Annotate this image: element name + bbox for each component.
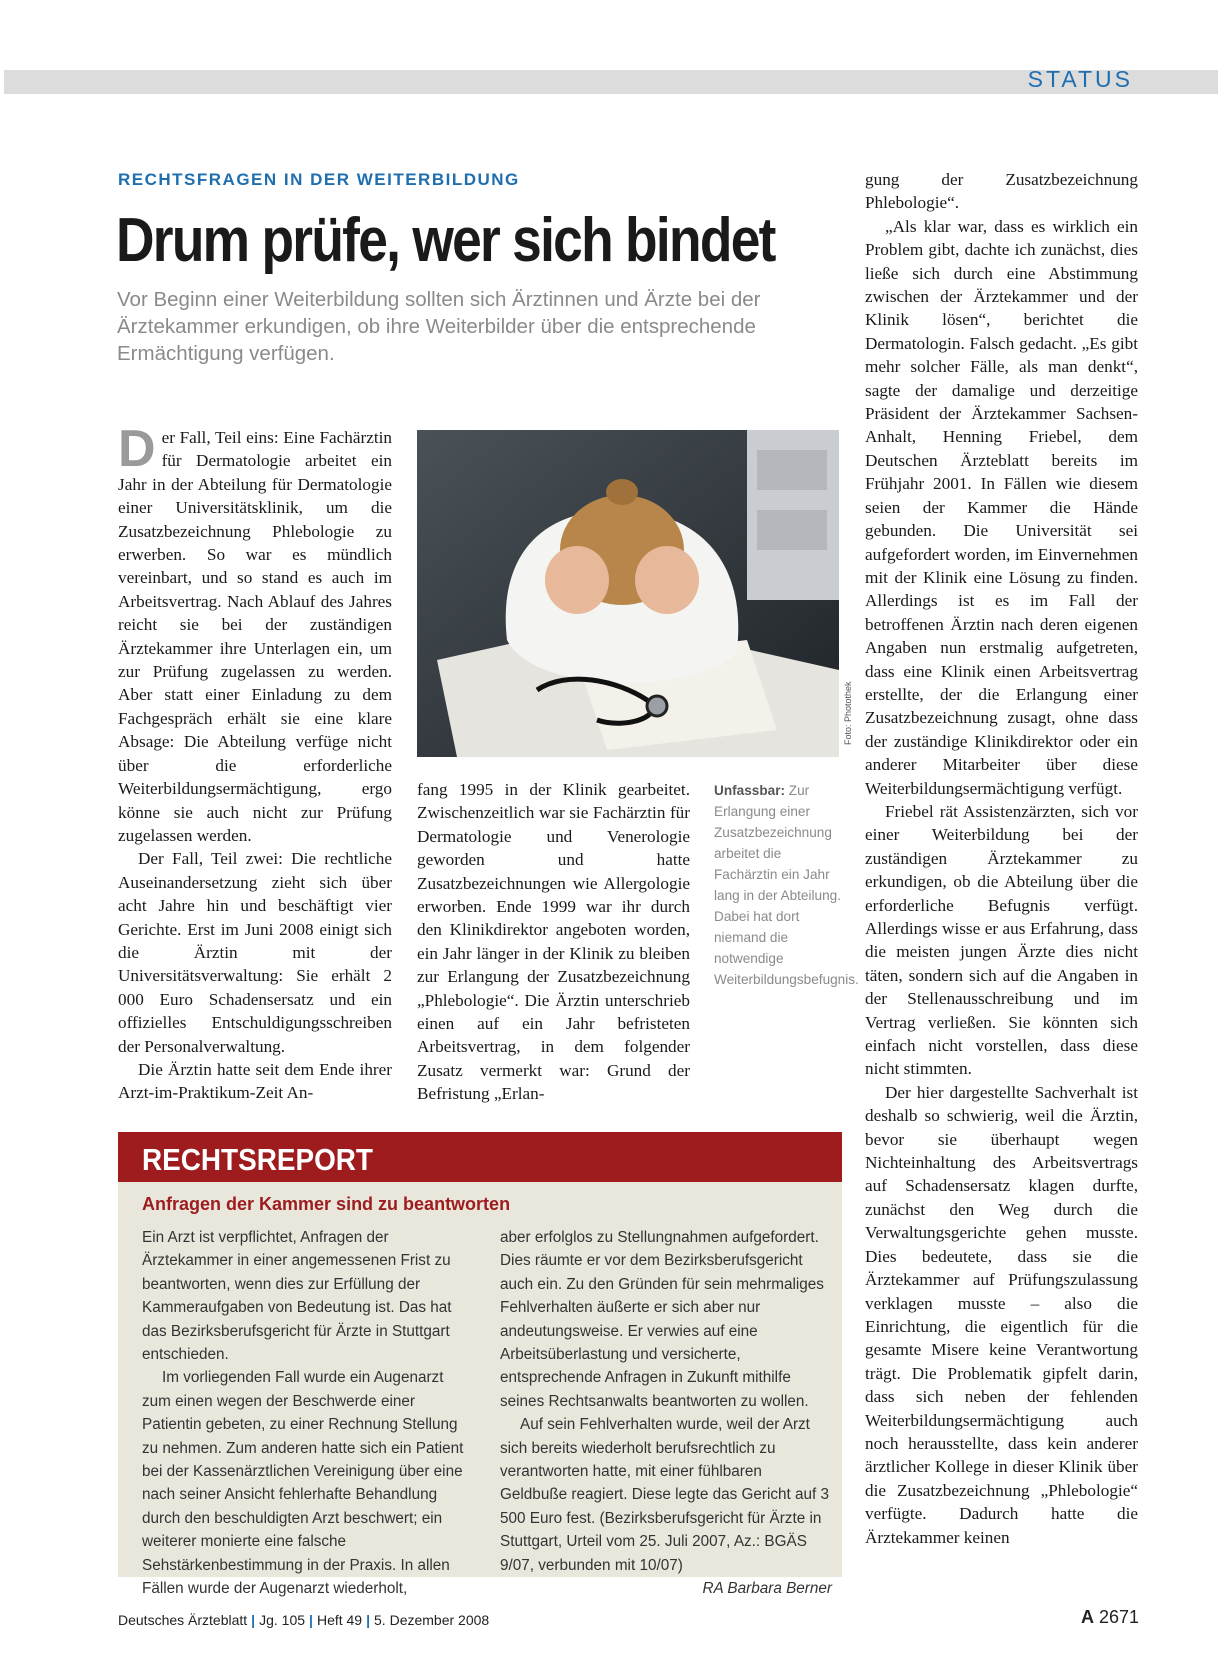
caption-text: Zur Erlangung einer Zusatzbezeichnung arbeitet die Fachärztin ein Jahr lang in der Abteilung. Dabei hat dort niemand die notwendige Weiterbildungsbefugnis. <box>714 783 859 987</box>
report-paragraph: Im vorliegenden Fall wurde ein Augenarzt zum einen wegen der Beschwerde einer Patientin gebeten, zu einer Rechnung Stellung zu nehmen. Zum anderen hatte sich ein Patient bei der Kassenärztlichen Vereinigung über eine nach seiner Ansicht fehlerhafte Behandlung durch den beschuldigten Arzt beschwert; ein weiterer monierte eine falsche Sehstärkenbestimmung in der Praxis. In allen Fällen wurde der Augenarzt wiederholt, <box>142 1369 464 1598</box>
rechtsreport-box <box>118 1132 842 1598</box>
article-kicker: RECHTSFRAGEN IN DER WEITERBILDUNG <box>118 170 520 189</box>
report-paragraph: Ein Arzt ist verpflichtet, Anfragen der Ärztekammer in einer angemessenen Frist zu beantworten, wenn dies zur Erfüllung der Kammeraufgaben von Bedeutung ist. Das hat das Bezirksberufsgericht für Ärzte in Stuttgart entschieden. <box>142 1229 452 1364</box>
rechtsreport-column-1 <box>142 1226 474 1601</box>
section-label: STATUS <box>1027 66 1133 92</box>
caption-lead: Unfassbar: <box>714 783 786 798</box>
rechtsreport-column-2 <box>500 1226 832 1601</box>
article-lead: Vor Beginn einer Weiterbildung sollten sich Ärztinnen und Ärzte bei der Ärztekammer erkundigen, ob ihre Weiterbilder über die entsprechende Ermächtigung verfügen. <box>117 288 761 365</box>
drop-cap: D <box>118 420 156 478</box>
article-paragraph: „Als klar war, dass es wirklich ein Problem gibt, dachte ich zunächst, dies ließe sich durch eine Abstimmung zwischen der Ärztekammer und der Klinik lösen“, berichtet die Dermatologin. Falsch gedacht. „Es gibt mehr solcher Fälle, als man denkt“, sagte der damalige und derzeitige Präsident der Ärztekammer Sachsen-Anhalt, Henning Friebel, dem Deutschen Ärzteblatt bereits im Frühjahr 2001. In Fällen wie diesem seien der Kammer die Hände gebunden. Die Universität sei aufgefordert worden, im Einvernehmen mit der Klinik eine Lösung zu finden. Allerdings ist es im Fall der betroffenen Ärztin nach deren eigenen Angaben nun erstmalig aufgetreten, dass eine Klinik einen Arbeitsvertrag erstellte, der die Erlangung einer Zusatzbezeichnung zusagt, ohne dass der zuständige Klinikdirektor oder ein anderer Mitarbeiter über diese Weiterbildungsermächtigung verfügt. <box>865 216 1138 798</box>
issue-date: 5. Dezember 2008 <box>374 1612 490 1628</box>
article-paragraph: Die Ärztin hatte seit dem Ende ihrer Arzt-im-Praktikum-Zeit An- <box>118 1059 392 1103</box>
doctor-photo-illustration <box>417 430 839 757</box>
rechtsreport-title: RECHTSREPORT <box>142 1142 373 1177</box>
photo-caption <box>714 780 859 990</box>
article-headline: Drum prüfe, wer sich bindet <box>116 206 775 275</box>
article-paragraph: Der hier dargestellte Sachverhalt ist deshalb so schwierig, weil die Ärztin, bevor sie überhaupt wegen Nichteinhaltung des Arbeitsvertrags auf Schadensersatz klagen durfte, zunächst den Weg durch die Verwaltungsgerichte gehen musste. Dies bedeutete, dass sie die Ärztekammer auf Prüfungszulassung verklagen musste – also die Einrichtung, die eigentlich für die gesamte Misere keine Verantwortung trägt. Die Problematik gipfelt darin, dass sich neben der fehlenden Weiterbildungsermächtigung auch noch herausstellte, dass kein anderer ärztlicher Kollege in dieser Klinik über die Zusatzbezeichnung „Phlebologie“ verfügte. Dadurch hatte die Ärztekammer keinen <box>865 1082 1138 1547</box>
article-photo <box>417 430 839 757</box>
footer-separator: | <box>309 1612 313 1628</box>
page-number-value: 2671 <box>1098 1607 1139 1627</box>
report-signature: RA Barbara Berner <box>702 1580 832 1598</box>
footer-separator: | <box>366 1612 371 1628</box>
journal-volume: Jg. 105 <box>259 1612 306 1628</box>
article-paragraph: Der Fall, Teil zwei: Die rechtliche Auseinandersetzung zieht sich über acht Jahre hin und beschäftigt vier Gerichte. Erst im Juni 2008 einigt sich die Ärztin mit der Universitätsverwaltung: Sie erhält 2 000 Euro Schadensersatz und ein offizielles Entschuldigungsschreiben der Personalverwaltung. <box>118 849 392 1056</box>
article-paragraph: Friebel rät Assistenzärzten, sich vor einer Weiterbildung bei der zuständigen Ärztekammer zu erkundigen, ob die Abteilung über die erforderliche Befugnis verfügt. Allerdings wisse er aus Erfahrung, dass die meisten jungen Ärzte dies nicht täten, sondern sich auf die Angaben in der Stellenausschreibung und im Vertrag verließen. Sie könnten sich einfach nicht vorstellen, dass diese nicht stimmten. <box>865 801 1138 1079</box>
rechtsreport-header <box>118 1132 842 1182</box>
journal-issue: Heft 49 <box>316 1612 363 1628</box>
article-column-2 <box>417 778 690 1106</box>
footer-separator: | <box>251 1612 256 1628</box>
article-paragraph: gung der Zusatzbezeichnung Phlebologie“. <box>865 170 1138 213</box>
article-paragraph: fang 1995 in der Klinik gearbeitet. Zwischenzeitlich war sie Fachärztin für Dermatologie und Venerologie geworden und hatte Zusatzbezeichnungen wie Allergologie erworben. Ende 1999 war ihr durch den Klinikdirektor angeboten worden, ein Jahr länger in der Klinik zu bleiben zur Erlangung der Zusatzbezeichnung „Phlebologie“. Die Ärztin unterschrieb einen auf ein Jahr befristeten Arbeitsvertrag, in dem folgender Zusatz vermerkt war: Grund der Befristung „Erlan- <box>417 780 690 1104</box>
journal-name: Deutsches Ärzteblatt <box>118 1612 248 1628</box>
report-paragraph: Auf sein Fehlverhalten wurde, weil der Arzt sich bereits wiederholt berufsrechtlich zu verantworten hatte, mit einer fühlbaren Geldbuße reagiert. Diese legte das Gericht auf 3 500 Euro fest. (Bezirksberufsgericht für Ärzte in Stuttgart, Urteil vom 25. Juli 2007, Az.: BGÄS 9/07, verbunden mit 10/07) <box>500 1416 830 1574</box>
paragraph-text: er Fall, Teil eins: Eine Fachärztin für Dermatologie arbeitet ein Jahr in der Abteilung für Dermatologie einer Universitätsklinik, um die Zusatzbezeichnung Phlebologie zu erwerben. So war es mündlich vereinbart, und so stand es auch im Arbeitsvertrag. Nach Ablauf des Jahres reicht sie bei der zuständigen Ärztekammer ihre Unterlagen ein, um zur Prüfung zugelassen zu werden. Aber statt einer Einladung zu dem Fachgespräch erhält sie eine klare Absage: Die Abteilung verfüge nicht über die erforderliche Weiterbildungsermächtigung, ergo könne sie auch nicht zur Prüfung zugelassen werden. <box>118 428 392 845</box>
page-footer <box>118 1612 489 1628</box>
rechtsreport-subtitle: Anfragen der Kammer sind zu beantworten <box>142 1194 511 1214</box>
photo-credit: Foto: Photothek <box>843 681 853 745</box>
page-prefix: A <box>1080 1607 1094 1627</box>
page-number <box>1081 1607 1139 1628</box>
article-column-1 <box>118 420 392 1105</box>
article-column-3 <box>865 168 1138 1549</box>
report-paragraph: aber erfolglos zu Stellungnahmen aufgefordert. Dies räumte er vor dem Bezirksberufsgericht auch ein. Zu den Gründen für sein mehrmaliges Fehlverhalten äußerte er sich aber nur andeutungsweise. Er verwies auf eine Arbeitsüberlastung und versicherte, entsprechende Anfragen in Zukunft mithilfe seines Rechtsanwalts beantworten zu wollen. <box>500 1229 824 1410</box>
article-paragraph <box>118 420 392 847</box>
